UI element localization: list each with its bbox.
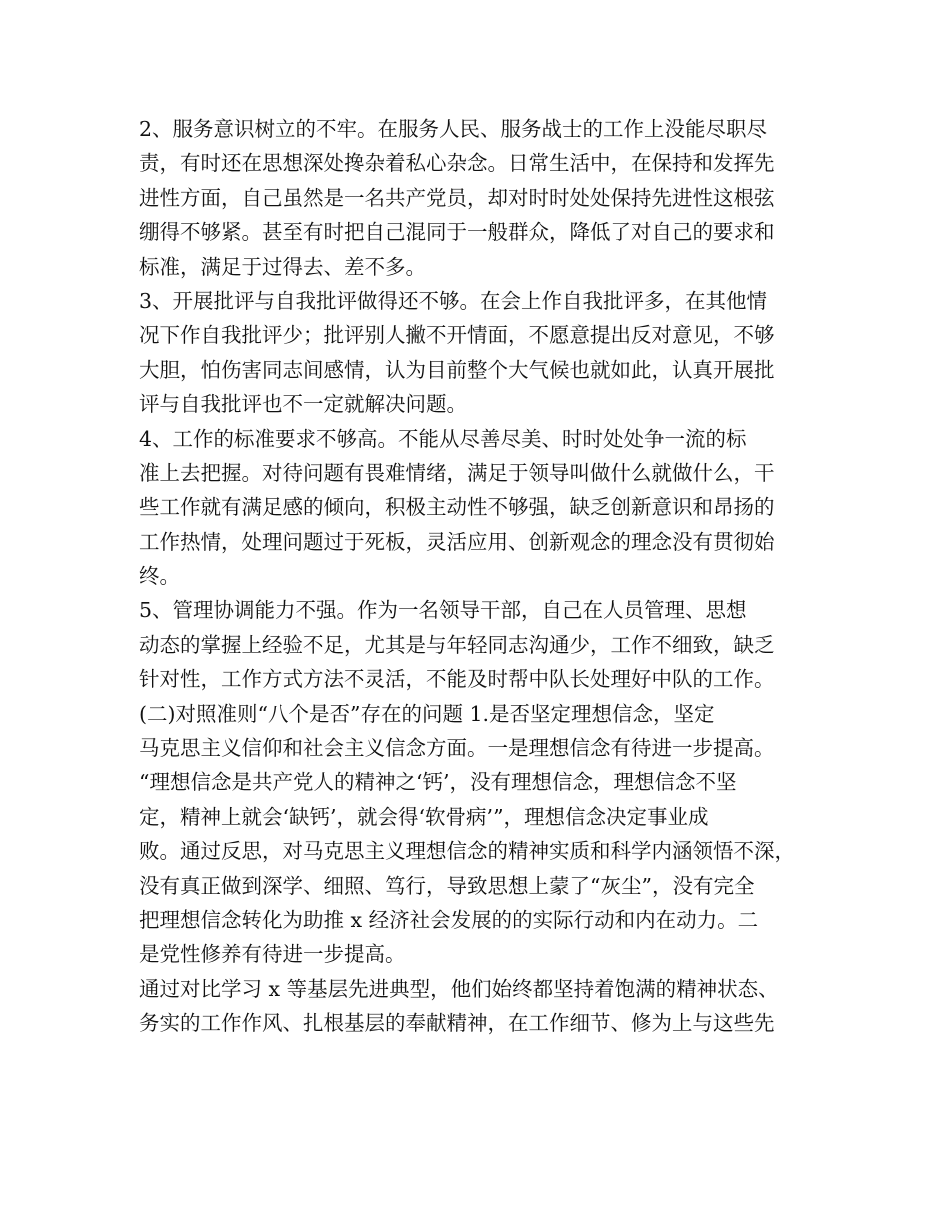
text-line: 马克思主义信仰和社会主义信念方面。一是理想信念有待进一步提高。: [139, 736, 775, 761]
text-line: 针对性，工作方式方法不灵活，不能及时帮中队长处理好中队的工作。: [139, 667, 775, 692]
text-line: 责，有时还在思想深处搀杂着私心杂念。日常生活中，在保持和发挥先: [139, 151, 775, 176]
text-line: 没有真正做到深学、细照、笃行，导致思想上蒙了“灰尘”，没有完全: [139, 873, 755, 898]
text-line: 标准，满足于过得去、差不多。: [139, 254, 426, 279]
text-line: 绷得不够紧。甚至有时把自己混同于一般群众，降低了对自己的要求和: [139, 220, 775, 245]
text-line: 大胆，怕伤害同志间感情，认为目前整个大气候也就如此，认真开展批: [139, 357, 775, 382]
text-line: 工作热情，处理问题过于死板，灵活应用、创新观念的理念没有贯彻始: [139, 529, 775, 554]
text-line: 3、开展批评与自我批评做得还不够。在会上作自我批评多，在其他情: [139, 288, 768, 313]
text-line: 准上去把握。对待问题有畏难情绪，满足于领导叫做什么就做什么，干: [139, 460, 775, 485]
text-line: “理想信念是共产党人的精神之‘钙’，没有理想信念，理想信念不坚: [139, 770, 737, 795]
text-line: 把理想信念转化为助推 x 经济社会发展的的实际行动和内在动力。二: [139, 907, 759, 932]
text-line: 4、工作的标准要求不够高。不能从尽善尽美、时时处处争一流的标: [139, 426, 747, 451]
text-line: 定，精神上就会‘缺钙’，就会得‘软骨病’”，理想信念决定事业成: [139, 804, 709, 829]
text-line: 评与自我批评也不一定就解决问题。: [139, 392, 467, 417]
text-line: 况下作自我批评少；批评别人撇不开情面，不愿意提出反对意见，不够: [139, 323, 775, 348]
text-line: 动态的掌握上经验不足，尤其是与年轻同志沟通少，工作不细致，缺乏: [139, 632, 775, 657]
text-line: 2、服务意识树立的不牢。在服务人民、服务战士的工作上没能尽职尽: [139, 117, 768, 141]
text-line: 终。: [139, 564, 180, 589]
text-line: 通过对比学习 x 等基层先进典型，他们始终都坚持着饱满的精神状态、: [139, 976, 779, 1001]
document-body: [139, 112, 829, 1041]
text-line: 败。通过反思，对马克思主义理想信念的精神实质和科学内涵领悟不深，: [139, 839, 795, 864]
text-line: (二)对照准则“八个是否”存在的问题 1.是否坚定理想信念，坚定: [139, 701, 715, 726]
text-line: 务实的工作作风、扎根基层的奉献精神，在工作细节、修为上与这些先: [139, 1011, 775, 1036]
text-line: 是党性修养有待进一步提高。: [139, 942, 406, 967]
text-line: 5、管理协调能力不强。作为一名领导干部，自己在人员管理、思想: [139, 598, 747, 623]
text-line: 些工作就有满足感的倾向，积极主动性不够强，缺乏创新意识和昂扬的: [139, 495, 775, 520]
text-line: 进性方面，自己虽然是一名共产党员，却对时时处处保持先进性这根弦: [139, 185, 775, 210]
